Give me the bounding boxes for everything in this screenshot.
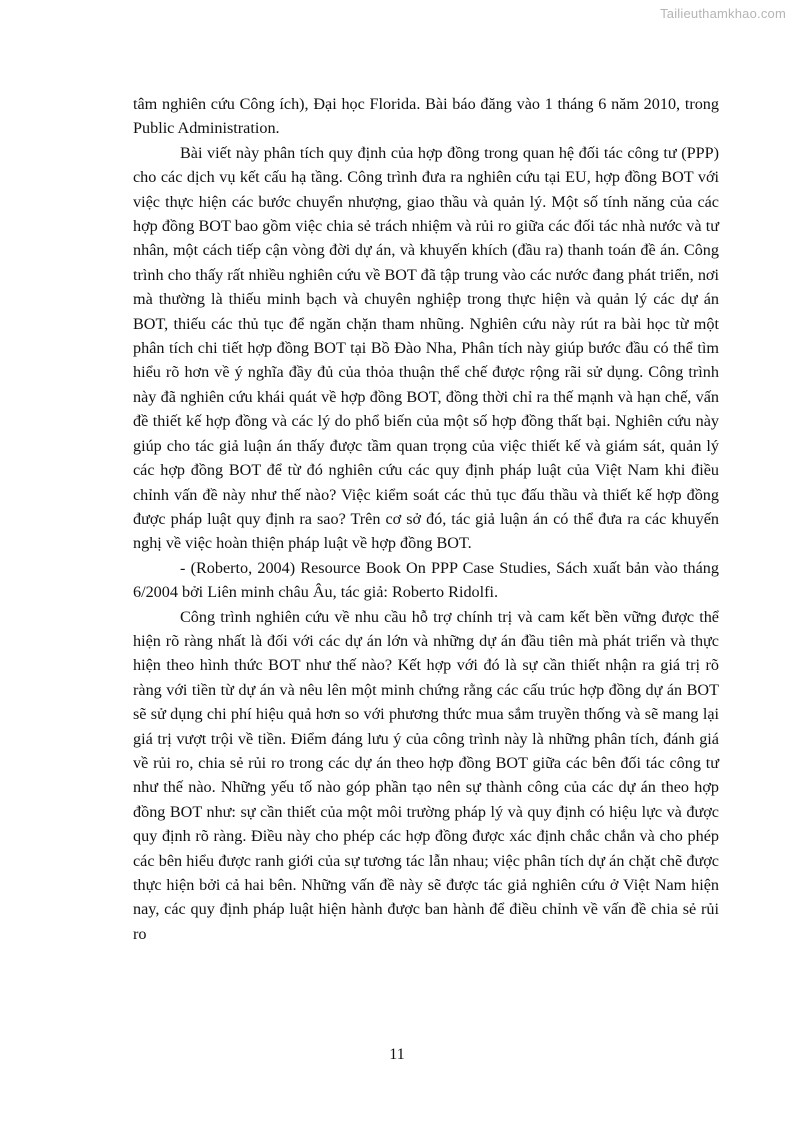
paragraph-continuation: tâm nghiên cứu Công ích), Đại học Florida. Bài báo đăng vào 1 tháng 6 năm 2010, trong Public Administration.: [133, 95, 719, 138]
paragraph-research-summary: Công trình nghiên cứu về nhu cầu hỗ trợ chính trị và cam kết bền vững được thể hiện rõ ràng nhất là đối với các dự án lớn và những dự án đầu tiên mà phát triển và thực hiện theo hình thức BOT như thế nào? Kết hợp với đó là sự cần thiết nhận ra giá trị rõ ràng với tiền từ dự án và nêu lên một minh chứng rằng các cấu trúc hợp đồng dự án BOT sẽ sử dụng chi phí hiệu quả hơn so với phương thức mua sắm truyền thống và sẽ mang lại giá trị vượt trội về tiền. Điểm đáng lưu ý của công trình này là những phân tích, đánh giá về rủi ro, chia sẻ rủi ro trong các dự án theo hợp đồng BOT giữa các bên đối tác công tư như thế nào. Những yếu tố nào góp phần tạo nên sự thành công của các dự án theo hợp đồng BOT như: sự cần thiết của một môi trường pháp lý và quy định có hiệu lực và được quy định rõ ràng. Điều này cho phép các hợp đồng được xác định chắc chắn và cho phép các bên hiểu được ranh giới của sự tương tác lẫn nhau; việc phân tích dự án chặt chẽ được thực hiện bởi cả hai bên. Những vấn đề này sẽ được tác giả nghiên cứu ở Việt Nam hiện nay, các quy định pháp luật hiện hành được ban hành để điều chỉnh về vấn đề chia sẻ rủi ro: [133, 607, 719, 943]
document-body: [133, 92, 719, 946]
paragraph-reference-roberto: - (Roberto, 2004) Resource Book On PPP Case Studies, Sách xuất bản vào tháng 6/2004 bởi Liên minh châu Âu, tác giả: Roberto Ridolfi.: [133, 558, 719, 602]
paragraph-article-analysis: Bài viết này phân tích quy định của hợp đồng trong quan hệ đối tác công tư (PPP) cho các dịch vụ kết cấu hạ tầng. Công trình đưa ra nghiên cứu tại EU, hợp đồng BOT với việc thực hiện các bước chuyển nhượng, giao thầu và quản lý. Một số tính năng của các hợp đồng BOT bao gồm việc chia sẻ trách nhiệm và rủi ro giữa các đối tác nhà nước và tư nhân, một cách tiếp cận vòng đời dự án, và khuyến khích (đầu ra) thanh toán đề án. Công trình cho thấy rất nhiều nghiên cứu về BOT đã tập trung vào các nước đang phát triển, nơi mà thường là thiếu minh bạch và chuyên nghiệp trong thực hiện và quản lý các dự án BOT, thiếu các thủ tục để ngăn chặn tham nhũng. Nghiên cứu này rút ra bài học từ một phân tích chi tiết hợp đồng BOT tại Bồ Đào Nha, Phân tích này giúp bước đầu có thể tìm hiểu rõ hơn về ý nghĩa đầy đủ của thỏa thuận thể chế được rộng rãi sử dụng. Công trình này đã nghiên cứu khái quát về hợp đồng BOT, đồng thời chỉ ra thế mạnh và hạn chế, vấn đề thiết kế hợp đồng và các lý do phổ biến của một số hợp đồng thất bại. Nghiên cứu này giúp cho tác giả luận án thấy được tầm quan trọng của việc thiết kế và giám sát, quản lý các hợp đồng BOT để từ đó nghiên cứu các quy định pháp luật của Việt Nam khi điều chỉnh vấn đề này như thế nào? Việc kiểm soát các thủ tục đấu thầu và thiết kế hợp đồng được pháp luật quy định ra sao? Trên cơ sở đó, tác giả luận án có thể đưa ra các khuyến nghị về việc hoàn thiện pháp luật về hợp đồng BOT.: [133, 143, 719, 553]
watermark: Tailieuthamkhao.com: [660, 6, 786, 21]
page-number: 11: [389, 1046, 405, 1063]
